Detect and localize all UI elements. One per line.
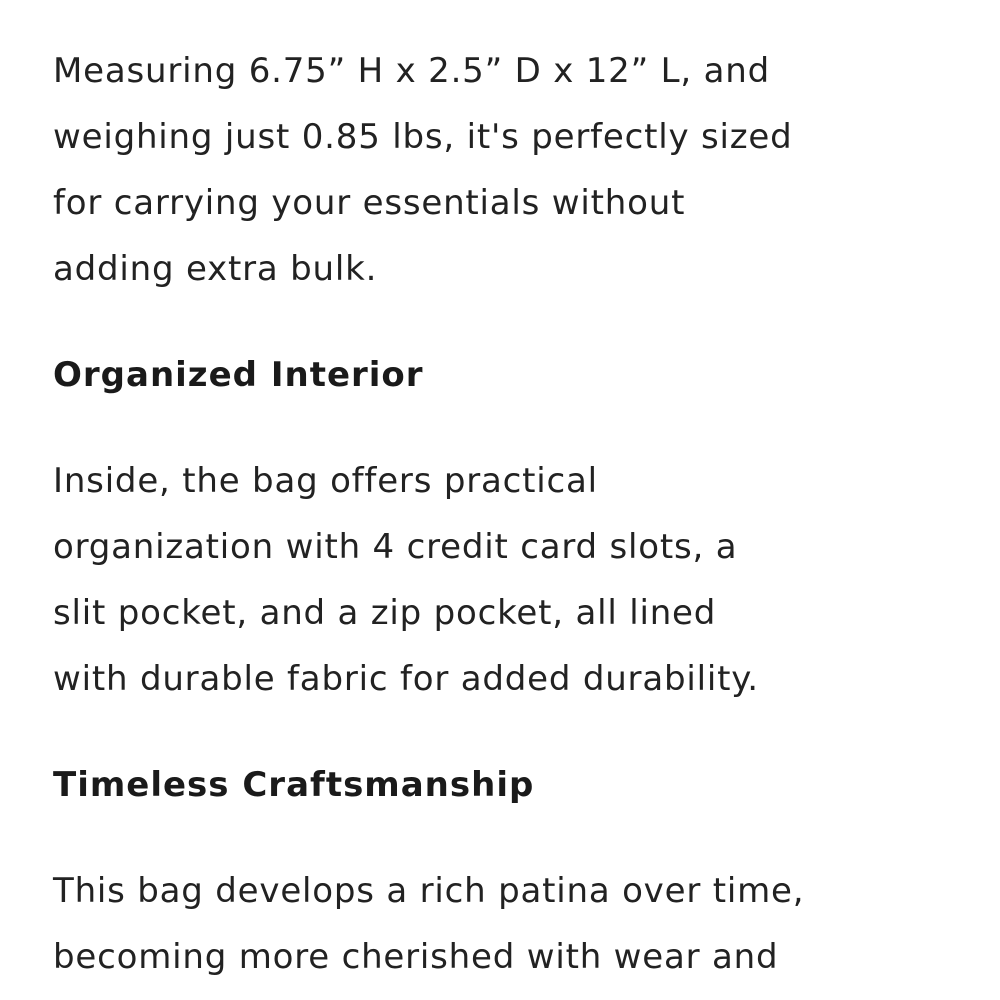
text-line: organization with 4 credit card slots, a [53,527,738,567]
heading-organized-interior: Organized Interior [53,355,424,395]
text-line: Inside, the bag offers practical [53,461,598,501]
heading-timeless-craftsmanship: Timeless Craftsmanship [53,765,535,805]
paragraph-craftsmanship [53,858,953,990]
paragraph-interior [53,448,953,712]
text-line: This bag develops a rich patina over time, [53,871,805,911]
text-line: slit pocket, and a zip pocket, all lined [53,593,717,633]
text-line: for carrying your essentials without [53,183,686,223]
text-line: Measuring 6.75” H x 2.5” D x 12” L, and [53,51,770,91]
text-line: weighing just 0.85 lbs, it's perfectly sized [53,117,793,157]
text-line: adding extra bulk. [53,249,378,289]
paragraph-dimensions [53,38,953,302]
text-line: with durable fabric for added durability. [53,659,759,699]
text-line: becoming more cherished with wear and [53,937,779,977]
product-description [53,38,953,990]
